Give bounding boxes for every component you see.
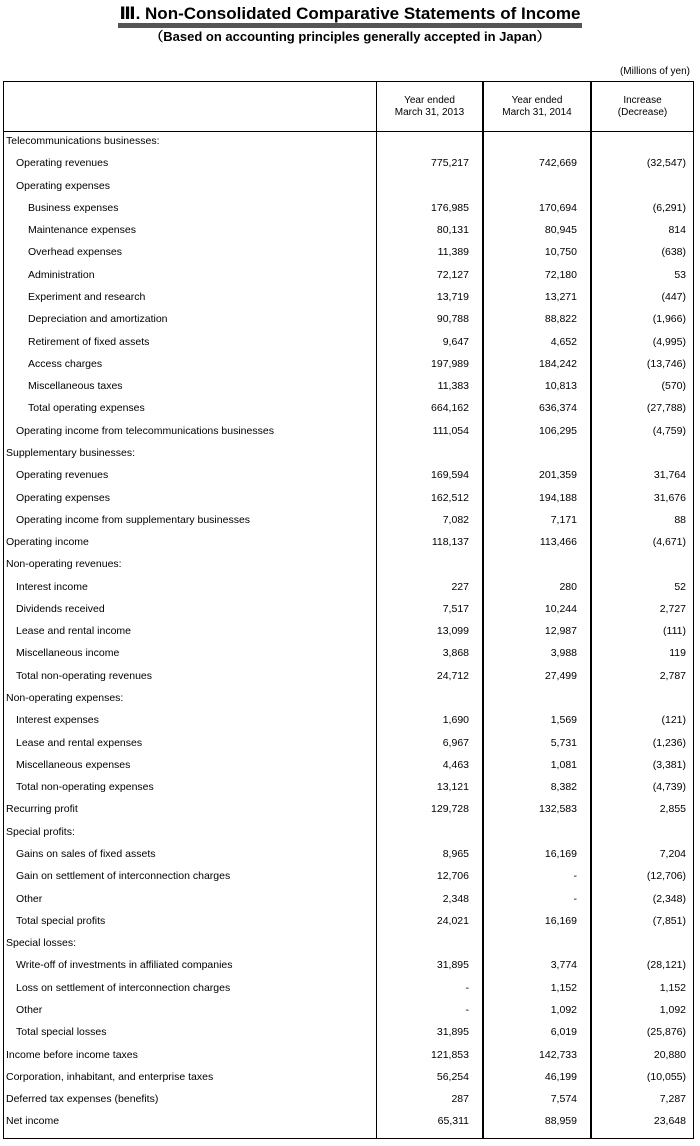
row-label: Deferred tax expenses (benefits) xyxy=(6,1093,159,1105)
value-fy2013: 72,127 xyxy=(436,268,469,281)
row-label: Income before income taxes xyxy=(6,1048,138,1061)
value-fy2013: 197,989 xyxy=(431,357,469,370)
value-fy2014: 636,374 xyxy=(539,402,577,415)
value-fy2013: 7,082 xyxy=(442,513,469,526)
value-change: 23,648 xyxy=(653,1115,686,1128)
value-fy2013: 162,512 xyxy=(431,491,469,504)
value-change: 20,880 xyxy=(653,1048,686,1061)
table-header xyxy=(4,82,693,132)
row-label: Retirement of fixed assets xyxy=(28,335,150,348)
value-fy2014: 10,244 xyxy=(544,602,577,615)
value-change: (6,291) xyxy=(652,201,686,214)
value-fy2014: 1,569 xyxy=(550,714,577,727)
value-fy2013: 31,895 xyxy=(436,959,469,972)
value-fy2013: - xyxy=(465,981,469,994)
row-label: Depreciation and amortization xyxy=(28,313,168,326)
row-label: Miscellaneous income xyxy=(16,647,120,660)
header-fy2013: Year ended March 31, 2013 xyxy=(394,94,465,118)
row-label: Overhead expenses xyxy=(28,246,122,259)
row-label: Experiment and research xyxy=(28,291,146,303)
value-fy2014: 8,382 xyxy=(550,781,577,794)
row-label: Operating expenses xyxy=(16,179,110,192)
value-change: (25,876) xyxy=(646,1026,686,1039)
row-label: Net income xyxy=(6,1115,60,1128)
row-label: Miscellaneous taxes xyxy=(28,380,123,393)
value-fy2014: 3,774 xyxy=(550,959,577,972)
value-fy2013: 13,719 xyxy=(436,291,469,303)
row-label: Operating revenues xyxy=(16,469,109,482)
value-fy2014: 1,081 xyxy=(550,758,577,771)
row-label: Administration xyxy=(28,268,95,281)
row-label: Operating income xyxy=(6,536,89,548)
value-fy2014: - xyxy=(573,892,577,905)
value-fy2013: 11,389 xyxy=(437,246,469,259)
value-fy2013: 13,121 xyxy=(436,781,469,794)
row-label: Other xyxy=(16,1003,43,1016)
value-fy2013: 176,985 xyxy=(431,201,469,214)
row-label: Access charges xyxy=(28,357,103,370)
value-change: (10,055) xyxy=(646,1070,686,1083)
value-change: 814 xyxy=(668,224,686,237)
value-fy2014: 16,169 xyxy=(544,848,577,860)
page-subtitle: （Based on accounting principles generally accepted in Japan） xyxy=(150,29,550,44)
value-fy2014: 201,359 xyxy=(539,469,577,482)
row-label: Business expenses xyxy=(28,201,119,214)
value-change: 53 xyxy=(674,268,686,281)
page-title: Ⅲ. Non-Consolidated Comparative Statements of Income xyxy=(0,4,700,28)
value-fy2014: 88,822 xyxy=(544,313,577,326)
row-label: Operating income from supplementary businesses xyxy=(16,513,251,526)
row-label: Total non-operating revenues xyxy=(16,669,153,682)
value-fy2014: 16,169 xyxy=(544,914,577,927)
value-fy2014: 142,733 xyxy=(539,1048,577,1061)
value-fy2014: 132,583 xyxy=(539,803,577,816)
value-change: (570) xyxy=(661,380,686,393)
value-change: (638) xyxy=(661,246,686,259)
row-label: Dividends received xyxy=(16,602,105,615)
value-fy2013: 227 xyxy=(451,580,469,593)
value-fy2013: 11,383 xyxy=(437,380,469,393)
value-change: (121) xyxy=(661,714,686,727)
header-change: Increase (Decrease) xyxy=(617,94,668,118)
units-note: (Millions of yen) xyxy=(619,66,690,77)
value-fy2013: 65,311 xyxy=(437,1115,469,1128)
value-fy2014: 106,295 xyxy=(539,424,577,437)
value-change: (27,788) xyxy=(646,402,686,415)
value-fy2014: 88,959 xyxy=(544,1115,577,1128)
value-fy2013: - xyxy=(465,1003,469,1016)
value-fy2014: 1,152 xyxy=(550,981,577,994)
value-change: (28,121) xyxy=(646,959,686,972)
value-change: 2,855 xyxy=(659,803,686,816)
value-fy2014: 5,731 xyxy=(550,736,577,749)
row-label: Lease and rental income xyxy=(16,625,131,638)
value-fy2014: 4,652 xyxy=(550,335,577,348)
value-change: (7,851) xyxy=(652,914,686,927)
row-label: Miscellaneous expenses xyxy=(16,758,131,771)
value-fy2013: 2,348 xyxy=(442,892,469,905)
row-label: Lease and rental expenses xyxy=(16,736,143,749)
value-change: (4,739) xyxy=(652,781,686,794)
value-fy2013: 9,647 xyxy=(442,335,469,348)
value-fy2014: 7,171 xyxy=(550,513,577,526)
value-fy2013: 664,162 xyxy=(431,402,469,415)
value-fy2014: - xyxy=(573,870,577,883)
value-fy2014: 1,092 xyxy=(550,1003,577,1016)
row-label: Operating income from telecommunications businesses xyxy=(16,424,274,437)
value-change: 7,287 xyxy=(659,1093,686,1105)
value-fy2013: 6,967 xyxy=(442,736,469,749)
value-fy2013: 118,137 xyxy=(431,536,469,548)
row-label: Gains on sales of fixed assets xyxy=(16,848,156,860)
row-label: Non-operating revenues: xyxy=(6,558,122,571)
value-fy2014: 13,271 xyxy=(544,291,577,303)
value-change: 7,204 xyxy=(659,848,686,860)
value-change: (447) xyxy=(661,291,686,303)
value-fy2014: 3,988 xyxy=(550,647,577,660)
value-change: 31,764 xyxy=(653,469,686,482)
value-change: (1,236) xyxy=(652,736,686,749)
value-change: 2,727 xyxy=(659,602,686,615)
value-fy2013: 8,965 xyxy=(442,848,469,860)
value-change: (3,381) xyxy=(652,758,686,771)
value-fy2014: 280 xyxy=(559,580,577,593)
row-label: Write-off of investments in affiliated companies xyxy=(16,959,233,972)
value-fy2013: 80,131 xyxy=(436,224,469,237)
row-label: Total special losses xyxy=(16,1026,107,1039)
value-fy2014: 194,188 xyxy=(539,491,577,504)
row-label: Gain on settlement of interconnection charges xyxy=(16,870,231,883)
row-label: Special losses: xyxy=(6,937,77,950)
value-fy2013: 24,712 xyxy=(436,669,469,682)
value-fy2013: 169,594 xyxy=(431,469,469,482)
row-label: Total special profits xyxy=(16,914,106,927)
value-change: (13,746) xyxy=(646,357,686,370)
value-fy2013: 1,690 xyxy=(442,714,469,727)
value-fy2013: 12,706 xyxy=(436,870,469,883)
value-fy2014: 12,987 xyxy=(544,625,577,638)
value-fy2014: 6,019 xyxy=(550,1026,577,1039)
table-body xyxy=(4,131,693,1138)
value-fy2013: 13,099 xyxy=(436,625,469,638)
value-fy2013: 111,054 xyxy=(432,424,469,437)
value-fy2014: 10,750 xyxy=(544,246,577,259)
row-label: Corporation, inhabitant, and enterprise taxes xyxy=(6,1070,214,1083)
value-fy2014: 742,669 xyxy=(539,157,577,170)
row-label: Recurring profit xyxy=(6,803,78,816)
value-fy2014: 170,694 xyxy=(539,201,577,214)
row-label: Other xyxy=(16,892,43,905)
value-change: (32,547) xyxy=(646,157,686,170)
row-label: Loss on settlement of interconnection charges xyxy=(16,981,231,994)
value-change: 119 xyxy=(669,647,686,660)
row-label: Interest income xyxy=(16,580,88,593)
value-change: (4,995) xyxy=(652,335,686,348)
value-fy2014: 27,499 xyxy=(544,669,577,682)
value-change: 1,092 xyxy=(659,1003,686,1016)
header-fy2014: Year ended March 31, 2014 xyxy=(502,94,572,118)
value-fy2013: 90,788 xyxy=(436,313,469,326)
income-statement-table xyxy=(3,81,694,1139)
value-change: 2,787 xyxy=(659,669,686,682)
value-fy2013: 24,021 xyxy=(436,914,469,927)
row-label: Interest expenses xyxy=(16,714,99,727)
value-fy2013: 775,217 xyxy=(431,157,469,170)
value-change: (4,759) xyxy=(652,424,686,437)
row-label: Operating expenses xyxy=(16,491,110,504)
value-fy2013: 31,895 xyxy=(436,1026,469,1039)
row-label: Non-operating expenses: xyxy=(6,692,124,704)
value-fy2014: 184,242 xyxy=(539,357,577,370)
value-change: (1,966) xyxy=(652,313,686,326)
value-change: (12,706) xyxy=(646,870,686,883)
value-fy2013: 3,868 xyxy=(442,647,469,660)
value-change: (4,671) xyxy=(652,536,686,548)
row-label: Special profits: xyxy=(6,825,75,838)
value-fy2013: 56,254 xyxy=(436,1070,469,1083)
value-change: 88 xyxy=(674,513,686,526)
value-fy2014: 7,574 xyxy=(550,1093,577,1105)
value-fy2013: 121,853 xyxy=(431,1048,469,1061)
row-label: Total operating expenses xyxy=(28,402,145,415)
row-label: Telecommunications businesses: xyxy=(6,135,160,147)
value-change: (2,348) xyxy=(652,892,686,905)
row-label: Maintenance expenses xyxy=(28,224,136,237)
value-change: (111) xyxy=(663,625,686,638)
value-fy2013: 287 xyxy=(451,1093,469,1105)
row-label: Total non-operating expenses xyxy=(16,781,154,794)
row-label: Operating revenues xyxy=(16,157,109,170)
value-fy2014: 72,180 xyxy=(544,268,577,281)
value-change: 52 xyxy=(674,580,686,593)
value-fy2013: 4,463 xyxy=(442,758,469,771)
value-fy2014: 10,813 xyxy=(544,380,577,393)
value-fy2013: 129,728 xyxy=(431,803,469,816)
row-label: Supplementary businesses: xyxy=(6,446,135,459)
value-fy2014: 113,466 xyxy=(539,536,577,548)
value-fy2014: 80,945 xyxy=(544,224,577,237)
value-change: 31,676 xyxy=(653,491,686,504)
value-fy2013: 7,517 xyxy=(442,602,469,615)
value-change: 1,152 xyxy=(659,981,686,994)
value-fy2014: 46,199 xyxy=(544,1070,577,1083)
